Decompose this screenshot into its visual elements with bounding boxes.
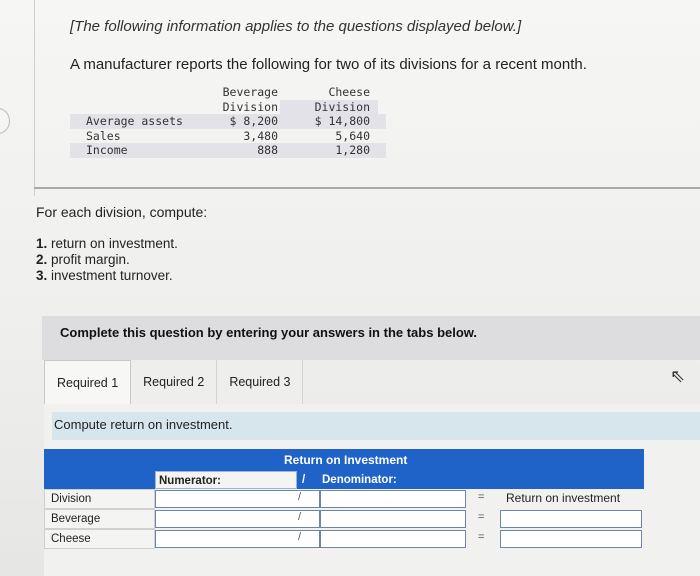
result-input-beverage[interactable] (500, 510, 642, 528)
row-label: Average assets (86, 114, 183, 129)
panel-title: Compute return on investment. (52, 412, 700, 440)
row-label-division: Division (44, 489, 155, 509)
intro-note: [The following information applies to the questions displayed below.] (70, 18, 522, 35)
divide-symbol: / (298, 511, 302, 523)
section-divider (34, 187, 700, 189)
row-label: Income (86, 143, 128, 158)
numerator-input-beverage[interactable] (155, 510, 320, 528)
denominator-input-division[interactable] (320, 490, 466, 508)
table-row (70, 129, 386, 144)
result-input-cheese[interactable] (500, 530, 642, 548)
instructions-text: Complete this question by entering your answers in the tabs below. (60, 325, 478, 340)
numerator-input-division[interactable] (155, 490, 320, 508)
list-item: 3. investment turnover. (36, 268, 173, 283)
side-tab-icon[interactable] (0, 108, 10, 134)
lead-sentence: A manufacturer reports the following for two of its divisions for a recent month. (70, 56, 587, 73)
denominator-input-beverage[interactable] (320, 510, 466, 528)
tab-bar (44, 360, 303, 404)
col-header-beverage-sub: Division (222, 99, 278, 114)
tab-required-2[interactable]: Required 2 (131, 360, 217, 404)
numerator-input-cheese[interactable] (155, 530, 320, 548)
denominator-input-cheese[interactable] (320, 530, 466, 548)
equals-symbol: = (478, 531, 485, 543)
division-data-table (70, 85, 386, 158)
denominator-header: Denominator: (322, 474, 397, 486)
table-row (70, 143, 386, 158)
step-list (36, 236, 178, 284)
tab-required-1[interactable]: Required 1 (44, 360, 131, 404)
table-row (44, 489, 644, 509)
mouse-pointer-icon: ⇖ (670, 366, 686, 386)
table-row (44, 509, 644, 529)
col-header-cheese-sub: Division (280, 100, 378, 114)
roi-table (44, 449, 644, 549)
table-header-row-2 (70, 100, 386, 115)
roi-title: Return on Investment (284, 453, 408, 467)
table-header-row-1 (70, 85, 386, 100)
beverage-value: 888 (257, 143, 278, 158)
beverage-value: 3,480 (243, 128, 278, 143)
equals-symbol: = (478, 511, 485, 523)
result-header: Return on investment (506, 491, 621, 505)
divide-symbol: / (302, 474, 306, 486)
divide-symbol: / (298, 531, 302, 543)
row-label: Sales (86, 128, 121, 143)
cheese-value: $ 14,800 (314, 114, 370, 129)
compute-heading: For each division, compute: (36, 204, 208, 220)
equals-symbol: = (478, 491, 485, 503)
cheese-value: 1,280 (335, 143, 370, 158)
cheese-value: 5,640 (335, 128, 370, 143)
instructions-banner (42, 316, 700, 360)
divide-symbol: / (298, 491, 302, 503)
table-row (44, 529, 644, 549)
roi-title-row (44, 449, 644, 471)
tab-required-3[interactable]: Required 3 (217, 360, 303, 404)
table-row (70, 114, 386, 129)
left-rule (34, 0, 35, 196)
col-header-cheese: Cheese (328, 85, 370, 100)
row-label-beverage: Beverage (44, 509, 155, 529)
list-item: 2. profit margin. (36, 252, 130, 267)
roi-subheader-row (44, 471, 644, 489)
row-label-cheese: Cheese (44, 529, 155, 549)
numerator-header: Numerator: (155, 471, 297, 489)
col-header-beverage: Beverage (222, 85, 278, 100)
list-item: 1. return on investment. (36, 236, 178, 251)
beverage-value: $ 8,200 (229, 114, 278, 129)
